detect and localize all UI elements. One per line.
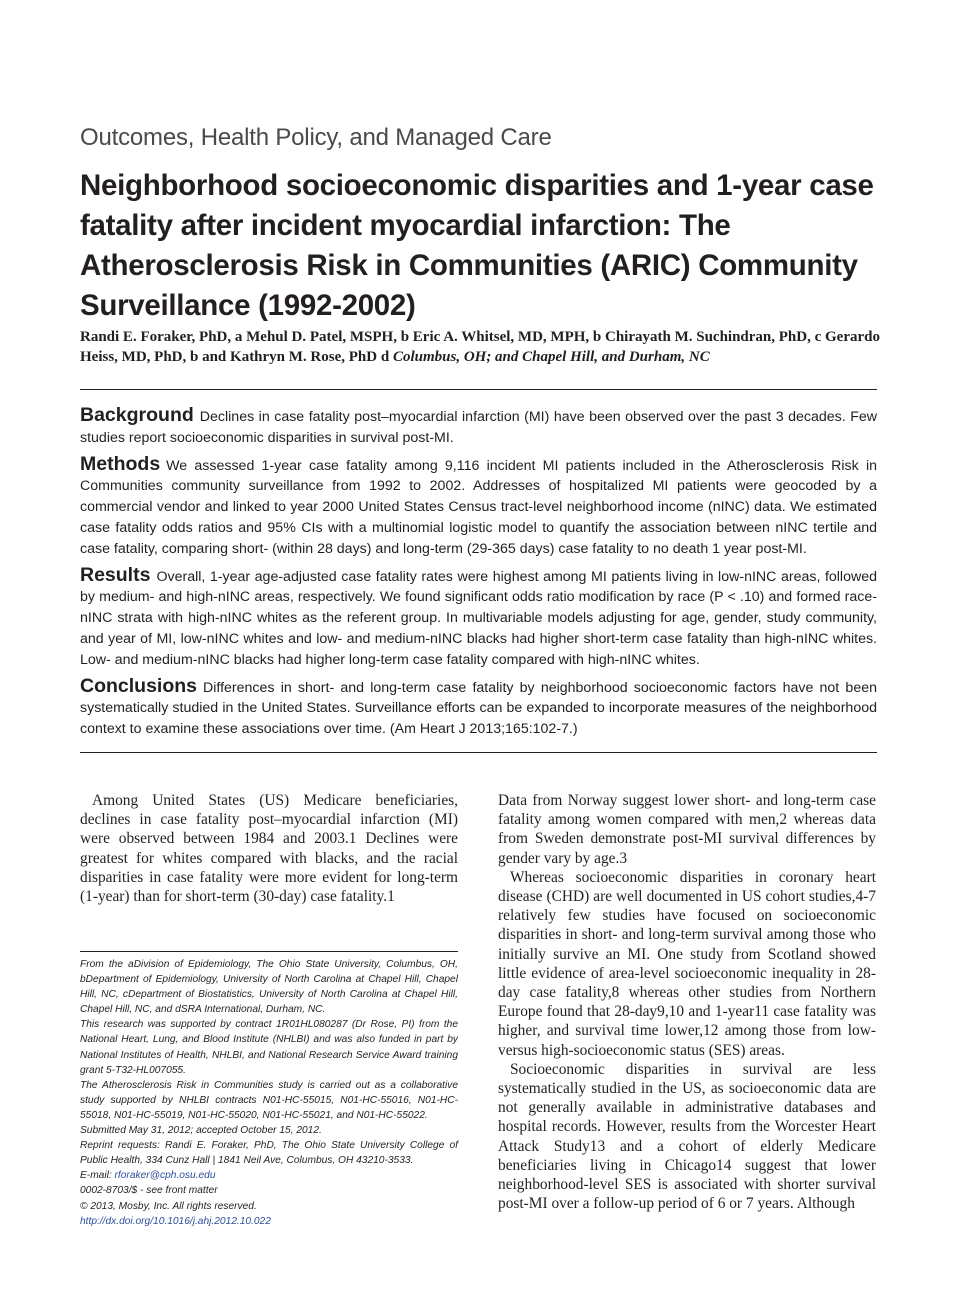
abstract <box>80 405 877 745</box>
email-link[interactable]: rforaker@cph.osu.edu <box>114 1170 216 1182</box>
abstract-bottom-rule <box>80 752 877 753</box>
body-paragraph: Among United States (US) Medicare beneficiaries, declines in case fatality post–myocardial infarction (MI) were observed between 1984 and 2003.1 Declines were greatest for whites compared with blacks, and the racial disparities in case fatality were more evident for long-term (1-year) than for short-term (30-day) case fatality.1 <box>80 792 458 906</box>
methods-heading: Methods <box>80 452 161 475</box>
footnotes <box>80 957 458 1229</box>
submission-note: Submitted May 31, 2012; accepted October 15, 2012. <box>80 1125 322 1137</box>
doi-link[interactable]: http://dx.doi.org/10.1016/j.ahj.2012.10.022 <box>80 1215 271 1227</box>
abstract-background <box>80 405 877 449</box>
conclusions-heading: Conclusions <box>80 674 198 697</box>
copyright-note: © 2013, Mosby, Inc. All rights reserved. <box>80 1200 257 1212</box>
body-paragraph: Data from Norway suggest lower short- and long-term case fatality among women compared with men,2 whereas data from Sweden demonstrate post-MI survival differences by gender vary by age.3 <box>498 792 876 867</box>
funding-note: This research was supported by contract 1R01HL080287 (Dr Rose, PI) from the National Heart, Lung, and Blood Institute (NHLBI) and was also funded in part by National Institutes of Health, NHLBI, and National Research Service Award training grant 5-T32-HL007055. <box>80 1019 458 1076</box>
author-list <box>80 327 900 367</box>
footnote-rule <box>80 951 458 952</box>
abstract-methods <box>80 454 877 560</box>
results-text: Overall, 1-year age-adjusted case fatality rates were highest among MI patients living in low-nINC areas, followed by medium- and high-nINC areas, respectively. We found significant odds ratio modification by race (P < .10) and formed race-nINC strata with high-nINC whites as the referent group. In multivariable models adjusting for age, gender, study community, and year of MI, low-nINC whites and low- and medium-nINC blacks had higher short-term case fatality than high-nINC whites. Low- and medium-nINC blacks had higher long-term case fatality compared with high-nINC whites. <box>80 568 877 668</box>
background-heading: Background <box>80 404 194 426</box>
conclusions-text: Differences in short- and long-term case fatality by neighborhood socioeconomic factors have not been systematically studied in the United States. Surveillance efforts can be expanded to incorporate measures of the neighborhood context to examine these associations over time. (Am Heart J 2013;165:102-7.) <box>80 679 877 738</box>
abstract-results <box>80 565 877 671</box>
methods-text: We assessed 1-year case fatality among 9,116 incident MI patients included in the Atherosclerosis Risk in Communities community surveillance from 1992 to 2002. Addresses of hospitalized MI patients were geocoded by a commercial vendor and linked to year 2000 United States Census tract-level neighborhood income (nINC) data. We estimated case fatality odds ratios and 95% CIs with a multinomial logistic model to quantify the association between nINC tertile and case fatality, comparing short- (within 28 days) and long-term (29-365 days) case fatality to no death 1 year post-MI. <box>80 457 877 557</box>
abstract-top-rule <box>80 389 877 390</box>
abstract-conclusions <box>80 676 877 740</box>
aric-note: The Atherosclerosis Risk in Communities study is carried out as a collaborative study supported by NHLBI contracts N01-HC-55015, N01-HC-55016, N01-HC-55018, N01-HC-55019, N01-HC-55020, N01-HC-55021, and N01-HC-55022. <box>80 1079 458 1121</box>
author-names: Randi E. Foraker, PhD, a Mehul D. Patel, MSPH, b Eric A. Whitsel, MD, MPH, b Chirayath M. Suchindran, PhD, c Gerardo Heiss, MD, PhD, b and Kathryn M. Rose, PhD d <box>80 329 881 365</box>
issn-note: 0002-8703/$ - see front matter <box>80 1185 218 1197</box>
body-paragraph: Whereas socioeconomic disparities in coronary heart disease (CHD) are well documented in US cohort studies,4-7 relatively few studies have focused on socioeconomic disparities in short- and long-term survival among those who initially survive an MI. One study from Scotland showed little evidence of area-level socioeconomic inequality in 28-day case fatality,8 whereas other studies from Northern Europe found that 28-day9,10 and 1-year11 case fatality was higher, and survival time lower,12 among those from low- versus high-socioeconomic status (SES) areas. <box>498 868 876 1059</box>
results-heading: Results <box>80 563 151 586</box>
article-title: Neighborhood socioeconomic disparities and 1-year case fatality after incident myocardial infarction: The Atherosclerosis Risk in Communities (ARIC) Community Surveillance (1992-2002) <box>80 169 874 322</box>
left-column <box>80 791 458 906</box>
section-label: Outcomes, Health Policy, and Managed Care <box>80 124 552 151</box>
right-column <box>498 791 876 1213</box>
body-paragraph: Socioeconomic disparities in survival are less systematically studied in the US, as socioeconomic data are not generally available in administrative databases and hospital records. However, results from the Worcester Heart Attack Study13 and a cohort of elderly Medicare beneficiaries living in Chicago14 suggest that lower neighborhood-level SES is associated with shorter survival post-MI over a follow-up period of 6 or 7 years. Although <box>498 1060 876 1213</box>
author-locations: Columbus, OH; and Chapel Hill, and Durham, NC <box>392 349 710 365</box>
affiliations-note: From the aDivision of Epidemiology, The Ohio State University, Columbus, OH, bDepartment of Epidemiology, University of North Carolina at Chapel Hill, Chapel Hill, NC, cDepartment of Biostatistics, University of North Carolina at Chapel Hill, Chapel Hill, NC, and dSRA International, Durham, NC. <box>80 959 458 1016</box>
email-label: E-mail: <box>80 1170 115 1182</box>
email-note <box>80 1168 458 1183</box>
reprint-note: Reprint requests: Randi E. Foraker, PhD, The Ohio State University College of Public Health, 334 Cunz Hall | 1841 Neil Ave, Columbus, OH 43210-3533. <box>80 1140 458 1167</box>
background-text: Declines in case fatality post–myocardial infarction (MI) have been observed over the past 3 decades. Few studies report socioeconomic disparities in survival post-MI. <box>80 409 877 446</box>
